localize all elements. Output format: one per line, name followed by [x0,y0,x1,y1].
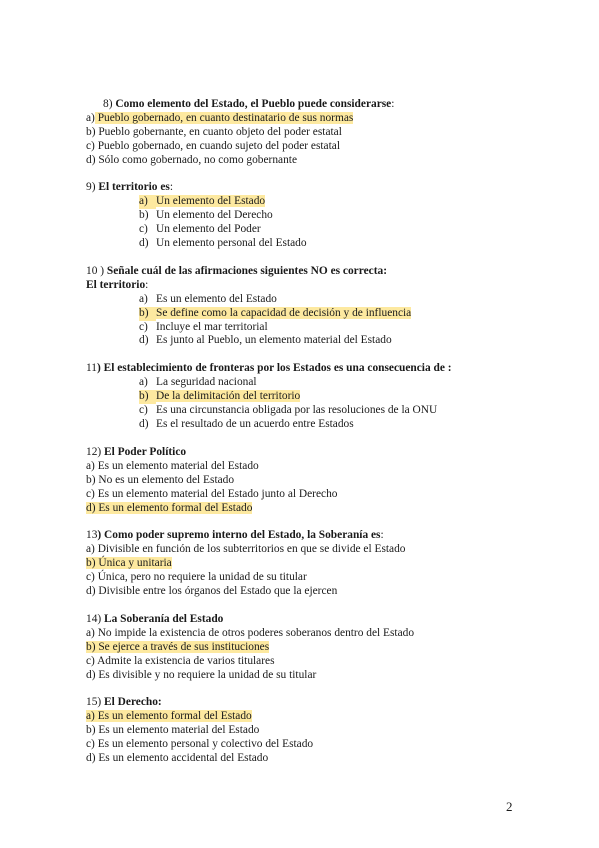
option-mark: b) [86,125,96,138]
option-text: La seguridad nacional [156,375,257,388]
option-text: Es el resultado de un acuerdo entre Estados [156,417,354,430]
question-text: Señale cuál de las afirmaciones siguientes NO es correcta: [106,265,387,277]
option-a [86,195,307,209]
option-text: No impide la existencia de otros poderes soberanos dentro del Estado [94,626,415,639]
option-b [86,641,414,655]
option-mark: a) [139,375,148,388]
option-text: Pueblo gobernado, en cuanto destinatario de sus normas [94,111,354,124]
option-d [86,334,411,348]
question-number: 10 ) [86,265,105,277]
option-text: Incluye el mar territorial [156,320,268,333]
option-text: Es un elemento material del Estado junto al Derecho [94,487,338,500]
option-mark: d) [139,334,149,347]
question-11 [86,362,452,431]
question-15 [86,696,313,765]
option-d [86,752,313,766]
question-subject: El territorio [86,278,146,291]
option-mark: a) [86,459,95,472]
option-d [86,237,307,251]
question-number: 8) [103,98,113,110]
question-text: El territorio es [98,181,170,193]
option-c [86,223,307,237]
option-text: Única, pero no requiere la unidad de su titular [94,570,307,583]
option-highlight [86,641,269,653]
option-mark: a) [86,709,95,722]
option-mark: c) [86,487,95,500]
option-d [86,502,337,516]
question-colon: : [169,181,174,193]
question-number: 14) [86,613,102,625]
option-mark: b) [139,208,149,221]
question-text: El Poder Político [104,446,187,458]
option-mark: d) [86,584,96,597]
option-a [86,710,313,724]
question-10 [86,265,411,348]
question-number: 9) [86,181,96,193]
option-text: Única y unitaria [95,556,172,569]
option-b [86,126,394,140]
option-text: Pueblo gobernante, en cuanto objeto del poder estatal [95,125,342,138]
question-13 [86,529,406,598]
option-text: Divisible en función de los subterritorios en que se divide el Estado [94,542,406,555]
option-b [86,209,307,223]
option-mark: d) [86,153,96,166]
question-text: Como elemento del Estado, el Pueblo puede considerarse [115,98,392,110]
question-title [86,613,414,627]
option-c [86,655,414,669]
option-c [86,488,337,502]
option-mark: a) [139,292,148,305]
option-text: Pueblo gobernado, en cuando sujeto del poder estatal [94,139,341,152]
option-text: Se define como la capacidad de decisión y de influencia [156,306,412,319]
option-a [86,627,414,641]
option-mark: b) [139,390,156,404]
option-d [86,418,452,432]
option-b [86,557,406,571]
option-text: De la delimitación del territorio [156,389,301,402]
page-number: 2 [506,799,513,814]
option-a [86,376,452,390]
question-text: ) Como poder supremo interno del Estado, la Soberanía es [97,529,381,541]
option-c [86,140,394,154]
option-d [86,669,414,683]
option-b [86,474,337,488]
option-a [86,112,394,126]
option-text: Divisible entre los órganos del Estado que la ejercen [95,584,338,597]
option-mark: b) [86,556,96,569]
option-text: Es un elemento material del Estado [94,459,259,472]
question-number: 13 [86,529,98,541]
question-number: 11 [86,362,97,374]
option-text: Es junto al Pueblo, un elemento material del Estado [156,334,392,347]
question-title [86,696,313,710]
option-mark: b) [139,307,156,321]
question-title [86,362,452,376]
question-colon: : [391,98,395,110]
option-text: Es un elemento personal y colectivo del Estado [94,737,314,750]
option-mark: c) [86,139,95,152]
option-text: Se ejerce a través de sus instituciones [95,640,270,653]
option-c [86,321,411,335]
option-mark: c) [139,222,148,235]
option-a [86,543,406,557]
option-mark: c) [139,320,148,333]
question-14 [86,613,414,682]
question-12 [86,446,337,515]
question-title [86,529,406,543]
option-text: Es un elemento material del Estado [95,723,260,736]
option-mark: d) [139,236,149,249]
option-c [86,738,313,752]
question-number: 15) [86,696,102,708]
option-mark: b) [86,640,96,653]
option-mark: c) [86,570,95,583]
option-text: Un elemento del Derecho [156,208,273,221]
option-d [86,154,394,168]
option-text: Sólo como gobernado, no como gobernante [95,153,298,166]
option-text: Es divisible y no requiere la unidad de su titular [95,668,317,681]
option-mark: d) [86,751,96,764]
option-a [86,460,337,474]
option-b [86,307,411,321]
option-mark: d) [86,501,96,514]
option-mark: c) [86,737,95,750]
option-mark: d) [86,668,96,681]
option-highlight [86,502,252,514]
option-mark: d) [139,417,149,430]
option-text: Es un elemento formal del Estado [95,501,253,514]
option-mark: c) [86,654,95,667]
question-9 [86,181,307,250]
option-b [86,724,313,738]
option-mark: b) [86,723,96,736]
question-text: El Derecho: [104,696,162,708]
option-c [86,571,406,585]
option-mark: a) [86,111,95,124]
option-d [86,585,406,599]
question-title [86,181,307,195]
option-mark: b) [86,473,96,486]
option-mark: a) [139,195,156,209]
question-title [86,265,411,279]
question-title [86,446,337,460]
option-highlight [86,557,172,569]
option-a [86,293,411,307]
question-8 [86,98,394,167]
question-title [86,98,394,112]
question-colon: : [145,278,149,291]
option-text: Es una circunstancia obligada por las resoluciones de la ONU [156,403,438,416]
option-mark: c) [139,403,148,416]
question-text: La Soberanía del Estado [104,613,224,625]
option-mark: a) [86,542,95,555]
question-text: ) El establecimiento de fronteras por los Estados es una consecuencia de : [96,362,452,374]
question-number: 12) [86,446,102,458]
option-text: No es un elemento del Estado [95,473,235,486]
question-colon: : [380,529,384,541]
option-text: Un elemento personal del Estado [156,236,307,249]
option-highlight [86,710,252,722]
option-text: Admite la existencia de varios titulares [94,654,275,667]
option-text: Es un elemento del Estado [156,292,277,305]
question-title-line2 [86,279,411,293]
option-text: Es un elemento accidental del Estado [95,751,269,764]
option-c [86,404,452,418]
option-text: Un elemento del Poder [156,222,261,235]
option-text: Es un elemento formal del Estado [94,709,252,722]
option-b [86,390,452,404]
option-mark: a) [86,626,95,639]
option-text: Un elemento del Estado [156,194,266,207]
